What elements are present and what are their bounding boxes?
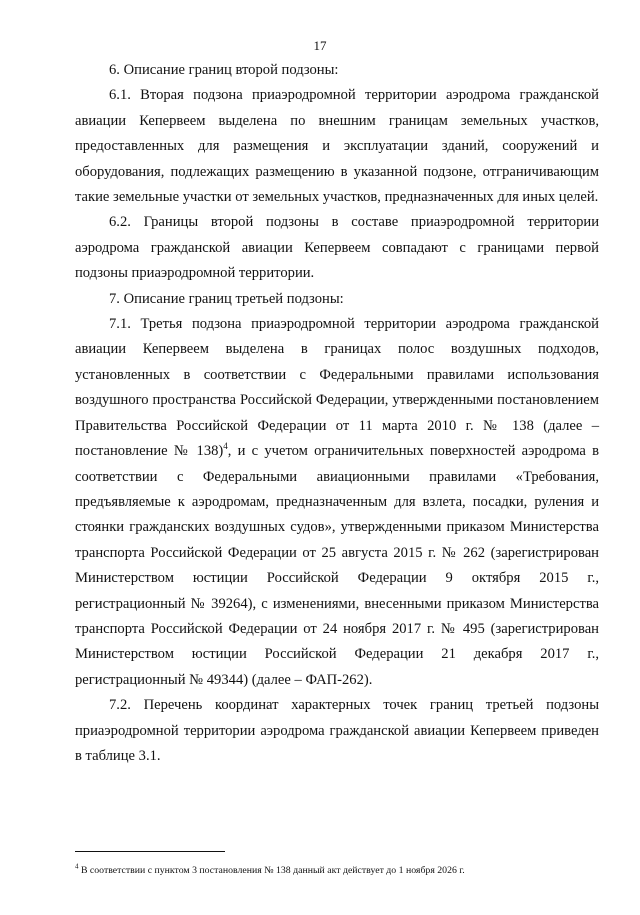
footnote-marker: 4: [75, 862, 79, 871]
paragraph-7-2: 7.2. Перечень координат характерных точек границ третьей подзоны приаэродромной территории аэродрома гражданской авиации Кепервеем приведен в таблице 3.1.: [75, 697, 599, 764]
footnote-text: В соответствии с пунктом 3 постановления № 138 данный акт действует до 1 ноября 2026 г.: [78, 865, 465, 876]
footnote-divider: [75, 851, 225, 852]
document-body: [75, 58, 599, 769]
section-6-heading: 6. Описание границ второй подзоны:: [109, 62, 339, 78]
paragraph-6-1: 6.1. Вторая подзона приаэродромной территории аэродрома гражданской авиации Кепервеем выделена по внешним границам земельных участков, предоставленных для размещения и эксплуатации зданий, сооружений и оборудования, подлежащих размещению в указанной подзоне, отграничивающим такие земельные участки от земельных участков, предназначенных для иных целей.: [75, 87, 599, 206]
paragraph-7-1-text-end: , и с учетом ограничительных поверхностей аэродрома в соответствии с Федеральными авиационными правилами «Требования, предъявляемые к аэродромам, предназначенным для взлета, посадки, руления и стоянки гражданских воздушных судов», утвержденными приказом Министерства транспорта Российской Федерации от 25 августа 2015 г. № 262 (зарегистрирован Министерством юстиции Российской Федерации 9 октября 2015 г., регистрационный № 39264), с изменениями, внесенными приказом Министерства транспорта Российской Федерации от 24 ноября 2017 г. № 495 (зарегистрирован Министерством юстиции Российской Федерации 21 декабря 2017 г., регистрационный № 49344) (далее – ФАП-262).: [75, 443, 599, 688]
paragraph-6-2: 6.2. Границы второй подзоны в составе приаэродромной территории аэродрома гражданской авиации Кепервеем совпадают с границами первой подзоны приаэродромной территории.: [75, 214, 599, 282]
paragraph-7-1: [75, 312, 599, 693]
section-7-heading: 7. Описание границ третьей подзоны:: [109, 290, 344, 307]
footnote: [75, 864, 599, 877]
page-number: 17: [313, 38, 327, 53]
footnote-reference: 4: [223, 441, 228, 452]
paragraph-7-1-text-start: 7.1. Третья подзона приаэродромной территории аэродрома гражданской авиации Кепервеем выделена в границах полос воздушных подходов, установленных в соответствии с Федеральными правилами использования воздушного пространства Российской Федерации, утвержденными постановлением Правительства Российской Федерации от 11 марта 2010 г. № 138 (далее – постановление № 138): [75, 316, 599, 460]
